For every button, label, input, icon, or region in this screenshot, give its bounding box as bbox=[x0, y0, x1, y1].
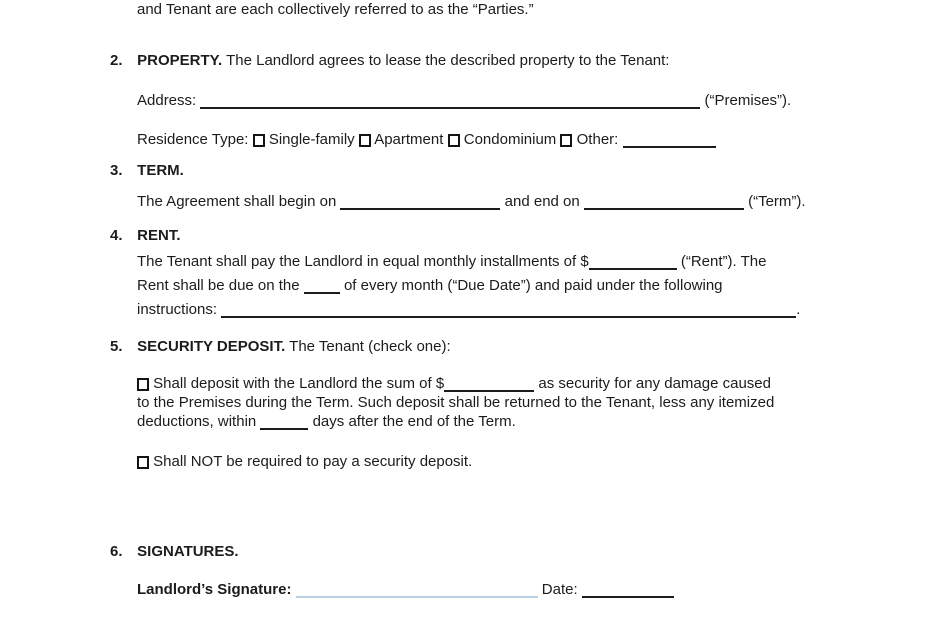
landlord-signature-label: Landlord’s Signature: bbox=[137, 581, 292, 598]
other-blank bbox=[623, 146, 716, 148]
term-title: TERM. bbox=[137, 162, 184, 179]
date-label: Date: bbox=[541, 581, 578, 598]
instructions-blank bbox=[221, 316, 796, 318]
date-blank bbox=[582, 596, 674, 598]
deposit-option2-checkbox[interactable] bbox=[137, 456, 149, 469]
signatures-title: SIGNATURES. bbox=[137, 543, 239, 560]
rent-number: 4. bbox=[110, 227, 123, 244]
term-begin-text: The Agreement shall begin on bbox=[137, 193, 337, 210]
single-family-label: Single-family bbox=[268, 131, 355, 148]
signatures-heading bbox=[110, 542, 239, 562]
residence-type-label: Residence Type: bbox=[137, 131, 249, 148]
term-end-date-blank bbox=[584, 208, 744, 210]
apartment-label: Apartment bbox=[374, 131, 444, 148]
apartment-checkbox[interactable] bbox=[359, 134, 371, 147]
deposit-option2-row bbox=[137, 452, 472, 472]
rent-line-3 bbox=[137, 300, 800, 320]
single-family-checkbox[interactable] bbox=[253, 134, 265, 147]
term-suffix: (“Term”). bbox=[748, 193, 806, 210]
property-lead: The Landlord agrees to lease the described property to the Tenant: bbox=[226, 52, 670, 69]
property-heading bbox=[110, 51, 669, 71]
deposit-option1-line3-pre: deductions, within bbox=[137, 413, 257, 430]
deposit-amount-blank bbox=[444, 390, 534, 392]
term-heading bbox=[110, 161, 184, 181]
signatures-number: 6. bbox=[110, 543, 123, 560]
rent-heading bbox=[110, 226, 181, 246]
deposit-option1-line-2 bbox=[137, 393, 774, 413]
rent-line2-post: of every month (“Due Date”) and paid under the following bbox=[343, 277, 723, 294]
security-deposit-lead: The Tenant (check one): bbox=[289, 338, 451, 355]
rent-line1-post: (“Rent”). The bbox=[680, 253, 767, 270]
term-start-date-blank bbox=[340, 208, 500, 210]
deposit-option2-text: Shall NOT be required to pay a security deposit. bbox=[153, 453, 473, 470]
property-number: 2. bbox=[110, 52, 123, 69]
due-day-blank bbox=[304, 292, 340, 294]
condominium-checkbox[interactable] bbox=[448, 134, 460, 147]
other-checkbox[interactable] bbox=[560, 134, 572, 147]
deposit-option1-line-3 bbox=[137, 412, 516, 432]
residence-type-row bbox=[137, 130, 716, 150]
signature-row bbox=[137, 580, 674, 600]
premises-suffix: (“Premises”). bbox=[704, 92, 792, 109]
address-label: Address: bbox=[137, 92, 197, 109]
deposit-option1-line3-post: days after the end of the Term. bbox=[312, 413, 516, 430]
rent-amount-blank bbox=[589, 268, 677, 270]
rent-title: RENT. bbox=[137, 227, 181, 244]
rent-line-1 bbox=[137, 252, 766, 272]
rent-line3-post: . bbox=[796, 301, 801, 318]
rent-line2-pre: Rent shall be due on the bbox=[137, 277, 300, 294]
deposit-option1-line1-post: as security for any damage caused bbox=[538, 375, 771, 392]
term-middle-text: and end on bbox=[504, 193, 580, 210]
rent-line1-pre: The Tenant shall pay the Landlord in equal monthly installments of $ bbox=[137, 253, 589, 270]
condominium-label: Condominium bbox=[463, 131, 557, 148]
refund-days-blank bbox=[260, 428, 308, 430]
deposit-option1-line2-text: to the Premises during the Term. Such deposit shall be returned to the Tenant, less any itemized bbox=[137, 394, 775, 411]
other-label: Other: bbox=[576, 131, 619, 148]
security-deposit-title: SECURITY DEPOSIT. bbox=[137, 338, 286, 355]
intro-line bbox=[137, 0, 534, 20]
rent-line3-pre: instructions: bbox=[137, 301, 218, 318]
rent-line-2 bbox=[137, 276, 723, 296]
landlord-signature-field[interactable] bbox=[296, 596, 538, 598]
deposit-option1-line1-pre: Shall deposit with the Landlord the sum of $ bbox=[153, 375, 445, 392]
address-row bbox=[137, 91, 791, 111]
intro-text: and Tenant are each collectively referred to as the “Parties.” bbox=[137, 1, 534, 18]
term-number: 3. bbox=[110, 162, 123, 179]
term-row bbox=[137, 192, 806, 212]
security-deposit-heading bbox=[110, 337, 451, 357]
deposit-option1-line-1 bbox=[137, 374, 771, 394]
security-deposit-number: 5. bbox=[110, 338, 123, 355]
property-title: PROPERTY. bbox=[137, 52, 223, 69]
deposit-option1-checkbox[interactable] bbox=[137, 378, 149, 391]
address-blank bbox=[200, 107, 700, 109]
